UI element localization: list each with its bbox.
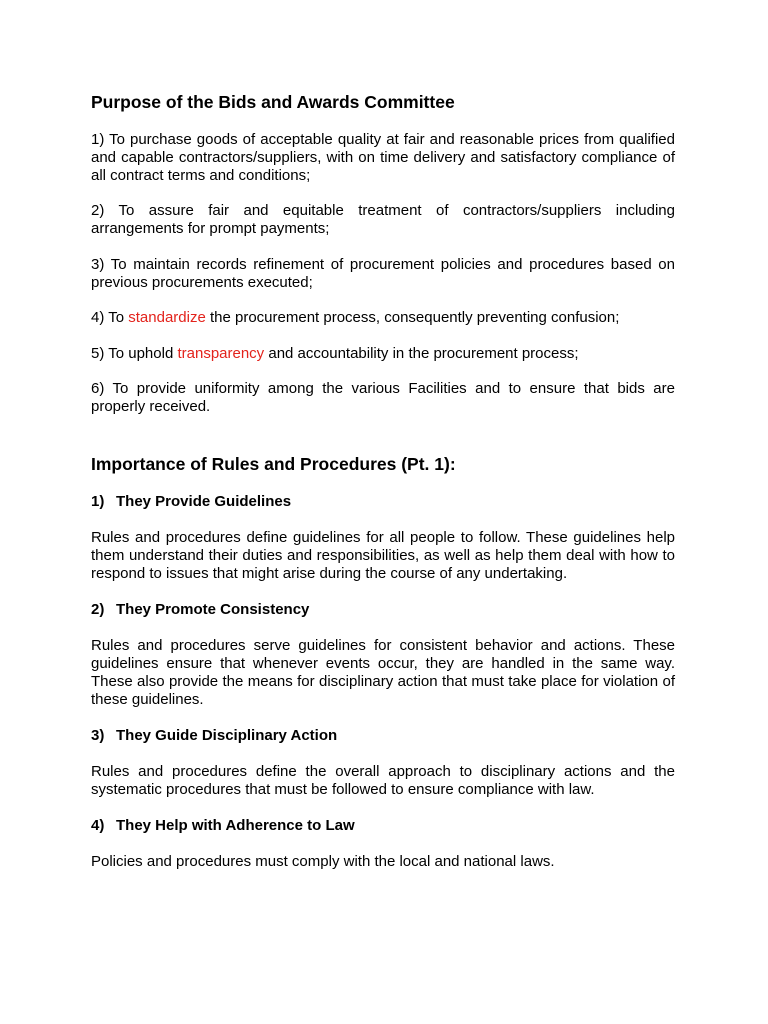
purpose-item: 1) To purchase goods of acceptable quality at fair and reasonable prices from qualified and capable contractors/suppliers, with on time delivery and satisfactory compliance of all contract terms and conditions; bbox=[91, 130, 675, 184]
purpose-item: 2) To assure fair and equitable treatment of contractors/suppliers including arrangements for prompt payments; bbox=[91, 202, 675, 237]
purpose-item-text: 4) To bbox=[91, 309, 129, 326]
purpose-item: 3) To maintain records refinement of procurement policies and procedures based on previous procurements executed; bbox=[91, 255, 675, 291]
purpose-item bbox=[91, 345, 675, 363]
purpose-item bbox=[91, 309, 675, 327]
point-body: Rules and procedures serve guidelines for consistent behavior and actions. These guidelines ensure that whenever events occur, they are handled in the same way. These also provide the means for disciplinary action that must take place for violation of these guidelines. bbox=[91, 636, 675, 708]
point-heading bbox=[91, 727, 675, 745]
purpose-section bbox=[91, 92, 675, 416]
point-heading bbox=[91, 817, 675, 835]
highlighted-term: transparency bbox=[177, 344, 265, 362]
document-content bbox=[91, 92, 675, 889]
purpose-item-text: the procurement process, consequently preventing confusion; bbox=[205, 309, 620, 326]
highlighted-term: standardize bbox=[128, 309, 206, 326]
importance-heading: Importance of Rules and Procedures (Pt. 1): bbox=[91, 453, 456, 474]
point-number: 3) bbox=[91, 726, 105, 744]
purpose-item: 6) To provide uniformity among the various Facilities and to ensure that bids are properly received. bbox=[91, 380, 675, 415]
purpose-item-text: and accountability in the procurement process; bbox=[264, 344, 579, 362]
point-number: 4) bbox=[91, 816, 105, 834]
purpose-item-text: 5) To uphold bbox=[91, 344, 178, 362]
point-heading bbox=[91, 493, 675, 511]
point-body: Rules and procedures define the overall approach to disciplinary actions and the systematic procedures that must be followed to ensure compliance with law. bbox=[91, 762, 675, 798]
point-heading bbox=[91, 601, 675, 619]
importance-section bbox=[91, 434, 675, 871]
point-title: They Help with Adherence to Law bbox=[116, 816, 355, 834]
point-title: They Guide Disciplinary Action bbox=[116, 726, 338, 744]
point-number: 2) bbox=[91, 600, 105, 618]
point-title: They Promote Consistency bbox=[116, 600, 310, 618]
point-number: 1) bbox=[91, 492, 105, 510]
point-body: Rules and procedures define guidelines for all people to follow. These guidelines help them understand their duties and responsibilities, as well as help them deal with how to respond to issues that might arise during the course of any undertaking. bbox=[91, 528, 675, 582]
point-title: They Provide Guidelines bbox=[116, 492, 292, 510]
point-body: Policies and procedures must comply with the local and national laws. bbox=[91, 852, 555, 870]
purpose-heading: Purpose of the Bids and Awards Committee bbox=[91, 92, 455, 112]
